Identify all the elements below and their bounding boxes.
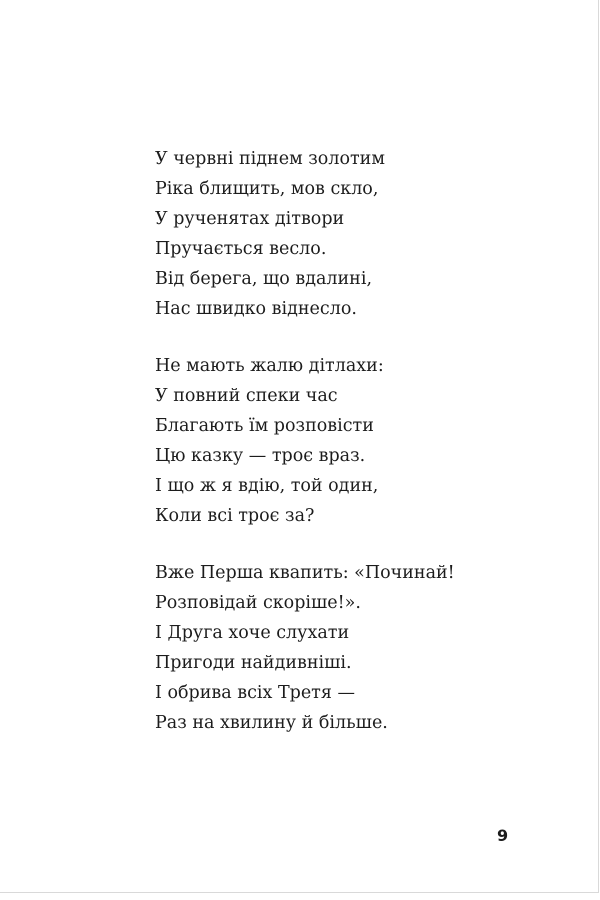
poem-line: Раз на хвилину й більше. xyxy=(155,713,388,733)
poem-line: Пригоди найдивніші. xyxy=(155,653,352,673)
poem-line: У червні піднем золотим xyxy=(155,149,385,169)
poem-line: Цю казку — троє враз. xyxy=(155,446,366,466)
poem-line: І що ж я вдію, той один, xyxy=(155,476,379,496)
poem xyxy=(155,144,455,765)
poem-line: І обрива всіх Третя — xyxy=(155,683,355,703)
poem-line: Благають їм розповісти xyxy=(155,416,374,436)
stanza-2 xyxy=(155,351,455,531)
poem-line: І Друга хоче слухати xyxy=(155,623,350,643)
poem-line: У повний спеки час xyxy=(155,386,338,406)
poem-line: Вже Перша квапить: «Починай! xyxy=(155,563,455,583)
stanza-1 xyxy=(155,144,455,324)
poem-line: Нас швидко віднесло. xyxy=(155,299,357,319)
page-number: 9 xyxy=(497,826,509,845)
stanza-3 xyxy=(155,558,455,738)
poem-line: Не мають жалю дітлахи: xyxy=(155,356,384,376)
poem-line: Розповідай скоріше!». xyxy=(155,593,361,613)
poem-line: Ріка блищить, мов скло, xyxy=(155,179,379,199)
poem-line: Коли всі троє за? xyxy=(155,506,315,526)
poem-line: У рученятах дітвори xyxy=(155,209,345,229)
poem-line: Від берега, що вдалині, xyxy=(155,269,373,289)
poem-line: Пручається весло. xyxy=(155,239,327,259)
